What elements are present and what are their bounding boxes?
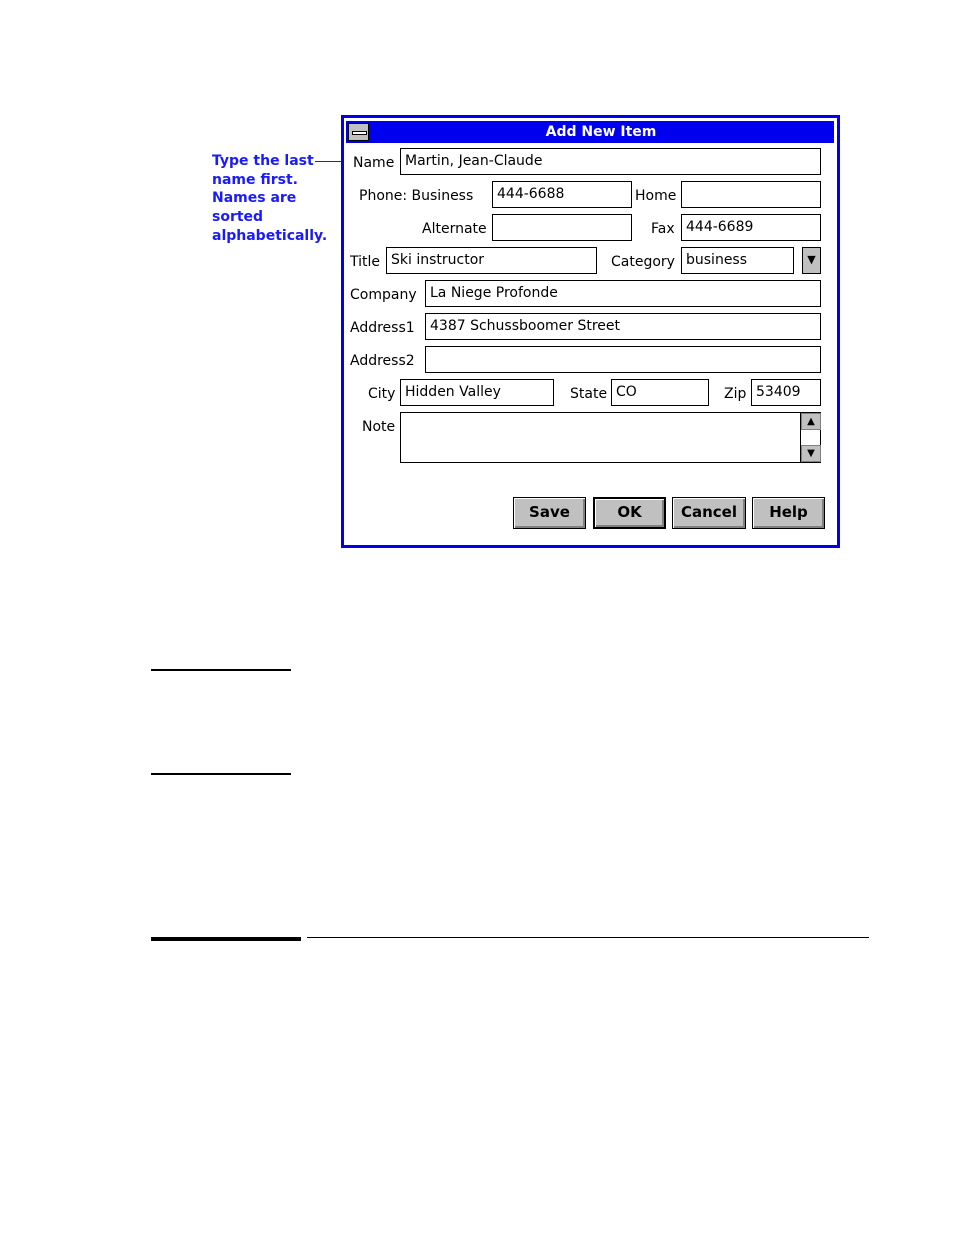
note-textarea[interactable] (400, 412, 821, 463)
city-label: City (368, 386, 396, 402)
state-field[interactable]: CO (611, 379, 709, 406)
business-phone-field[interactable]: 444-6688 (492, 181, 632, 208)
note-label: Note (362, 419, 396, 435)
dialog-body (344, 118, 837, 545)
callout-line: Type the last (212, 153, 314, 169)
alternate-phone-field[interactable] (492, 214, 632, 241)
arrow-up-icon[interactable]: ▲ (801, 413, 821, 430)
ok-button[interactable]: OK (593, 497, 666, 529)
callout-line: name first. (212, 171, 298, 188)
title-bar[interactable] (346, 121, 834, 143)
callout-line: sorted (212, 209, 264, 226)
callout-line: Names are (212, 190, 297, 207)
margin-rule (151, 773, 291, 775)
callout-line: alphabetically. (212, 227, 328, 244)
company-label: Company (350, 287, 417, 303)
section-rule-thin (307, 937, 869, 938)
address2-field[interactable] (425, 346, 821, 373)
system-menu-icon[interactable] (348, 123, 369, 141)
address1-field[interactable]: 4387 Schussboomer Street (425, 313, 821, 340)
note-scrollbar[interactable] (800, 413, 821, 462)
margin-rule (151, 669, 291, 671)
dialog-title: Add New Item (545, 124, 657, 140)
zip-field[interactable]: 53409 (751, 379, 821, 406)
name-field[interactable]: Martin, Jean-Claude (400, 148, 821, 175)
arrow-down-icon[interactable]: ▼ (802, 247, 821, 274)
category-label: Category (611, 254, 675, 270)
address1-label: Address1 (350, 320, 415, 336)
arrow-down-icon[interactable]: ▼ (801, 445, 821, 462)
phone-business-label: Phone: Business (359, 188, 474, 204)
add-new-item-dialog (341, 115, 840, 548)
help-button[interactable]: Help (752, 497, 825, 529)
title-label: Title (350, 254, 381, 270)
state-label: State (570, 386, 608, 402)
callout-note (212, 152, 332, 246)
fax-label: Fax (651, 221, 675, 237)
address2-label: Address2 (350, 353, 415, 369)
fax-field[interactable]: 444-6689 (681, 214, 821, 241)
company-field[interactable]: La Niege Profonde (425, 280, 821, 307)
zip-label: Zip (724, 386, 747, 402)
city-field[interactable]: Hidden Valley (400, 379, 554, 406)
name-label: Name (353, 155, 395, 171)
title-field[interactable]: Ski instructor (386, 247, 597, 274)
save-button[interactable]: Save (513, 497, 586, 529)
home-label: Home (635, 188, 677, 204)
alternate-label: Alternate (422, 221, 487, 237)
cancel-button[interactable]: Cancel (672, 497, 746, 529)
category-select[interactable]: business (681, 247, 794, 274)
section-rule-thick (151, 937, 301, 941)
home-phone-field[interactable] (681, 181, 821, 208)
